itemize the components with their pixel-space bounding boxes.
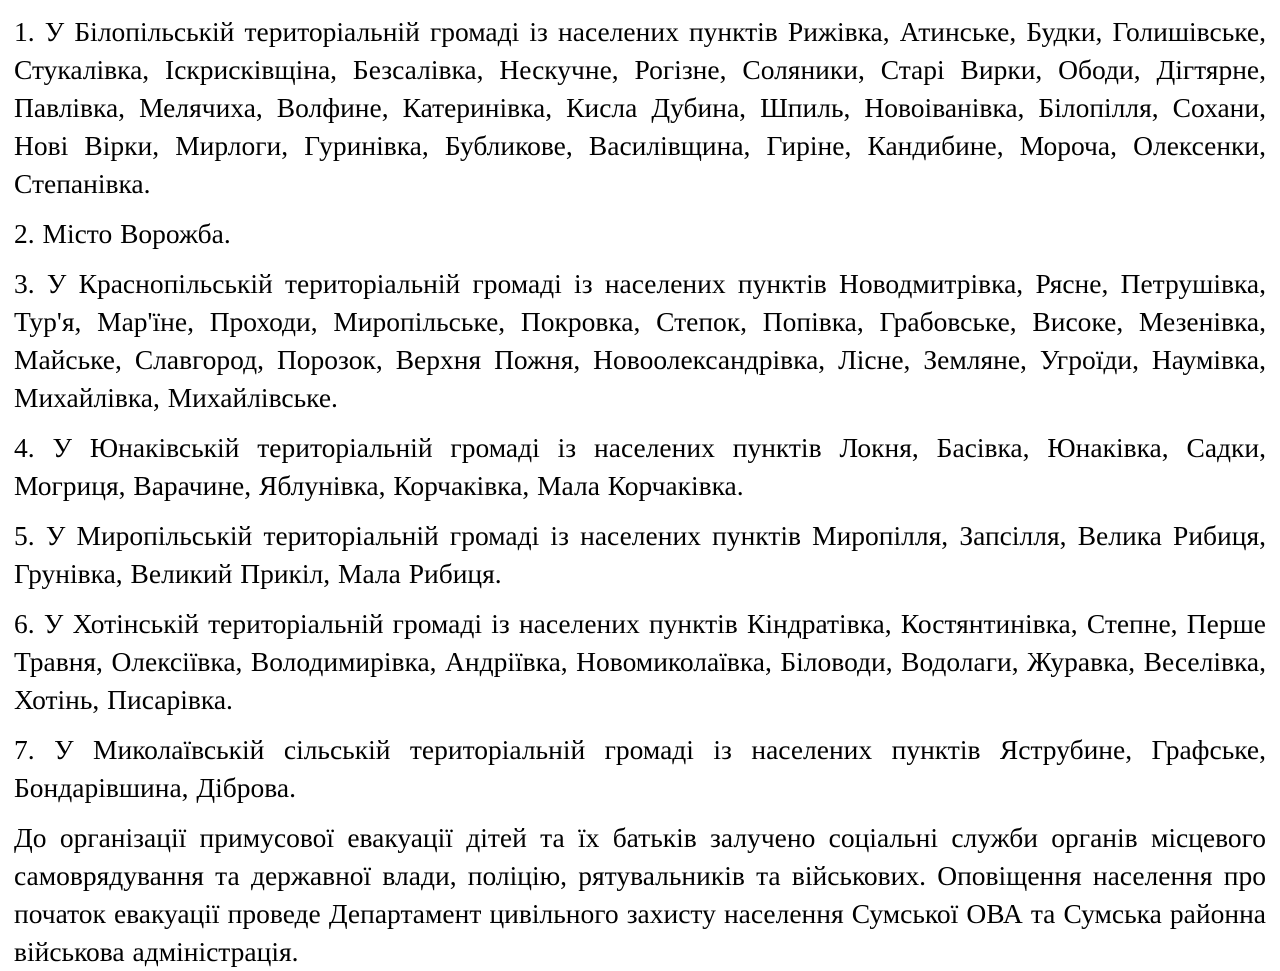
paragraph-community-1: 1. У Білопільській територіальній громаді із населених пунктів Рижівка, Атинське, Будки, Голишівське, Стукалівка, Іскрисківщіна, Безсалівка, Нескучне, Рогізне, Соляники, Старі Вирки, Ободи, Дігтярне, Павлівка, Мелячиха, Волфине, Катеринівка, Кисла Дубина, Шпиль, Новоіванівка, Білопілля, Сохани, Нові Вірки, Мирлоги, Гуринівка, Бубликове, Василівщина, Гиріне, Кандибине, Мороча, Олексенки, Степанівка. xyxy=(14,16,1266,199)
paragraph-community-7: 7. У Миколаївській сільській територіальній громаді із населених пунктів Яструбине, Графське, Бондарівшина, Діброва. xyxy=(14,734,1266,803)
paragraph-community-4: 4. У Юнаківській територіальній громаді із населених пунктів Локня, Басівка, Юнаківка, Садки, Могриця, Варачине, Яблунівка, Корчаківка, Мала Корчаківка. xyxy=(14,432,1266,501)
paragraph-city-vorozhba: 2. Місто Ворожба. xyxy=(14,218,231,249)
paragraph-community-6: 6. У Хотінській територіальній громаді із населених пунктів Кіндратівка, Костянтинівка, Степне, Перше Травня, Олексіївка, Володимирівка, Андріївка, Новомиколаївка, Біловоди, Водолаги, Журавка, Веселівка, Хотінь, Писарівка. xyxy=(14,608,1266,715)
paragraph-community-5: 5. У Миропільській територіальній громаді із населених пунктів Миропілля, Запсілля, Велика Рибиця, Грунівка, Великий Прикіл, Мала Рибиця. xyxy=(14,520,1266,589)
paragraph-evacuation-note: До організації примусової евакуації дітей та їх батьків залучено соціальні служби органів місцевого самоврядування та державної влади, поліцію, рятувальників та військових. Оповіщення населення про початок евакуації проведе Департамент цивільного захисту населення Сумської ОВА та Сумська районна військова адміністрація. xyxy=(14,822,1266,967)
paragraph-community-3: 3. У Краснопільській територіальній громаді із населених пунктів Новодмитрівка, Рясне, Петрушівка, Тур'я, Мар'їне, Проходи, Миропільське, Покровка, Степок, Попівка, Грабовське, Високе, Мезенівка, Майське, Славгород, Порозок, Верхня Пожня, Новоолександрівка, Лісне, Земляне, Угроїди, Наумівка, Михайлівка, Михайлівське. xyxy=(14,268,1266,413)
